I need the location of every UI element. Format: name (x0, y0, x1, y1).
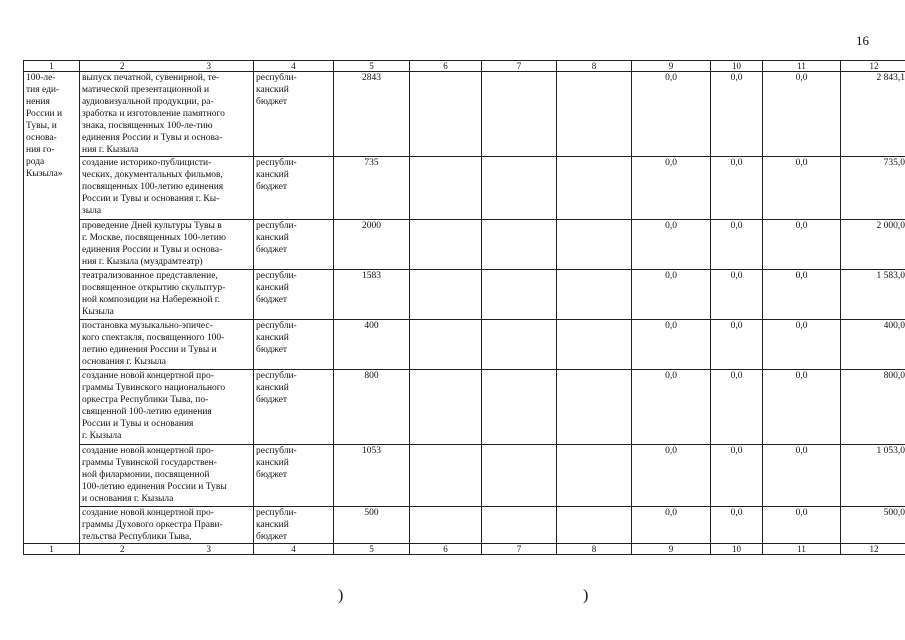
header-bottom-col-9: 9 (632, 544, 711, 555)
empty-cell-col8 (557, 220, 632, 270)
header-bottom-col-1: 1 (24, 544, 80, 555)
value-cell-col10: 0,0 (711, 157, 763, 220)
total-amount-cell: 1583 (334, 270, 410, 320)
funding-source-cell: республи- канский бюджет (254, 370, 334, 445)
value-cell-col10: 0,0 (711, 320, 763, 370)
footer-mark-right: ) (583, 587, 589, 604)
value-cell-col10: 0,0 (711, 72, 763, 157)
value-cell-col11: 0,0 (763, 72, 841, 157)
header-bottom-col-10: 10 (711, 544, 763, 555)
value-cell-col12: 400,0 (841, 320, 905, 370)
header-top-col-3: 3 (165, 61, 254, 72)
total-amount-cell: 800 (334, 370, 410, 445)
value-cell-col9: 0,0 (632, 320, 711, 370)
empty-cell-col7 (482, 507, 557, 544)
total-amount-cell: 735 (334, 157, 410, 220)
total-amount-cell: 400 (334, 320, 410, 370)
empty-cell-col8 (557, 507, 632, 544)
description-cell: создание новой концертной про- граммы Тувинской государствен- ной филармонии, посвященной 100-летию единения России и Тувы и основания г. Кызыла (80, 445, 254, 507)
table-row (24, 270, 905, 320)
funding-source-cell: республи- канский бюджет (254, 507, 334, 544)
empty-cell-col8 (557, 370, 632, 445)
empty-cell-col6 (410, 157, 482, 220)
value-cell-col10: 0,0 (711, 220, 763, 270)
empty-cell-col8 (557, 320, 632, 370)
value-cell-col12: 2 000,0 (841, 220, 905, 270)
header-top-col-11: 11 (763, 61, 841, 72)
empty-cell-col7 (482, 320, 557, 370)
value-cell-col12: 1 583,0 (841, 270, 905, 320)
header-bottom-col-2: 2 (80, 544, 165, 555)
value-cell-col11: 0,0 (763, 370, 841, 445)
event-name-cell: 100-ле- тия еди- нения России и Тувы, и основа- ния го- рода Кызыла» (24, 72, 80, 544)
column-number-header-top (24, 61, 905, 72)
empty-cell-col8 (557, 157, 632, 220)
value-cell-col10: 0,0 (711, 270, 763, 320)
value-cell-col12: 2 843,1 (841, 72, 905, 157)
value-cell-col9: 0,0 (632, 270, 711, 320)
header-top-col-9: 9 (632, 61, 711, 72)
header-top-col-1: 1 (24, 61, 80, 72)
funding-source-cell: республи- канский бюджет (254, 270, 334, 320)
empty-cell-col6 (410, 320, 482, 370)
header-bottom-col-12: 12 (841, 544, 905, 555)
total-amount-cell: 2000 (334, 220, 410, 270)
total-amount-cell: 2843 (334, 72, 410, 157)
empty-cell-col6 (410, 507, 482, 544)
table-row (24, 507, 905, 544)
header-top-col-2: 2 (80, 61, 165, 72)
empty-cell-col6 (410, 445, 482, 507)
empty-cell-col7 (482, 72, 557, 157)
funding-source-cell: республи- канский бюджет (254, 72, 334, 157)
description-cell: проведение Дней культуры Тувы в г. Москве, посвященных 100-летию единения России и Тувы и основа- ния г. Кызыла (муздрамтеатр) (80, 220, 254, 270)
header-bottom-col-7: 7 (482, 544, 557, 555)
value-cell-col12: 735,0 (841, 157, 905, 220)
value-cell-col10: 0,0 (711, 445, 763, 507)
header-bottom-col-6: 6 (410, 544, 482, 555)
value-cell-col11: 0,0 (763, 445, 841, 507)
value-cell-col9: 0,0 (632, 445, 711, 507)
total-amount-cell: 1053 (334, 445, 410, 507)
empty-cell-col8 (557, 72, 632, 157)
footer-mark-left: ) (338, 587, 344, 604)
description-cell: выпуск печатной, сувенирной, те- матической презентационной и аудиовизуальной продукции, ра- зработка и изготовление памятного знака, посвященных 100-ле-тию единения России и Тувы и основа- ния г. Кызыла (80, 72, 254, 157)
empty-cell-col6 (410, 220, 482, 270)
value-cell-col10: 0,0 (711, 370, 763, 445)
empty-cell-col8 (557, 270, 632, 320)
description-cell: театрализованное представление, посвященное открытию скульптур- ной композиции на Набережной г. Кызыла (80, 270, 254, 320)
value-cell-col9: 0,0 (632, 507, 711, 544)
description-cell: постановка музыкально-эпичес- кого спектакля, посвященного 100- летию единения России и Тувы и основания г. Кызыла (80, 320, 254, 370)
funding-source-cell: республи- канский бюджет (254, 320, 334, 370)
header-top-col-6: 6 (410, 61, 482, 72)
funding-source-cell: республи- канский бюджет (254, 445, 334, 507)
description-cell: создание новой концертной про- граммы Тувинского национального оркестра Республики Тыва, по- священной 100-летию единения России и Тувы и основания г. Кызыла (80, 370, 254, 445)
empty-cell-col6 (410, 270, 482, 320)
empty-cell-col6 (410, 72, 482, 157)
header-top-col-12: 12 (841, 61, 905, 72)
funding-source-cell: республи- канский бюджет (254, 220, 334, 270)
value-cell-col9: 0,0 (632, 72, 711, 157)
empty-cell-col7 (482, 445, 557, 507)
value-cell-col12: 1 053,0 (841, 445, 905, 507)
header-bottom-col-5: 5 (334, 544, 410, 555)
page-number: 16 (856, 33, 869, 48)
table-row (24, 445, 905, 507)
empty-cell-col6 (410, 370, 482, 445)
empty-cell-col7 (482, 220, 557, 270)
table-row (24, 220, 905, 270)
value-cell-col10: 0,0 (711, 507, 763, 544)
header-bottom-col-4: 4 (254, 544, 334, 555)
value-cell-col11: 0,0 (763, 507, 841, 544)
header-top-col-10: 10 (711, 61, 763, 72)
table-row (24, 370, 905, 445)
value-cell-col9: 0,0 (632, 370, 711, 445)
budget-table (23, 60, 905, 555)
value-cell-col9: 0,0 (632, 220, 711, 270)
column-number-header-bottom (24, 544, 905, 555)
header-top-col-5: 5 (334, 61, 410, 72)
header-bottom-col-8: 8 (557, 544, 632, 555)
description-cell: создание историко-публицисти- ческих, документальных фильмов, посвященных 100-летию единения России и Тувы и основания г. Кы- зыла (80, 157, 254, 220)
value-cell-col11: 0,0 (763, 157, 841, 220)
header-bottom-col-11: 11 (763, 544, 841, 555)
empty-cell-col7 (482, 270, 557, 320)
total-amount-cell: 500 (334, 507, 410, 544)
empty-cell-col7 (482, 157, 557, 220)
value-cell-col11: 0,0 (763, 270, 841, 320)
value-cell-col9: 0,0 (632, 157, 711, 220)
value-cell-col11: 0,0 (763, 220, 841, 270)
funding-source-cell: республи- канский бюджет (254, 157, 334, 220)
header-top-col-7: 7 (482, 61, 557, 72)
description-cell: создание новой концертной про- граммы Духового оркестра Прави- тельства Республики Тыва, (80, 507, 254, 544)
value-cell-col12: 800,0 (841, 370, 905, 445)
table-row (24, 320, 905, 370)
header-bottom-col-3: 3 (165, 544, 254, 555)
value-cell-col11: 0,0 (763, 320, 841, 370)
table-row (24, 157, 905, 220)
empty-cell-col7 (482, 370, 557, 445)
value-cell-col12: 500,0 (841, 507, 905, 544)
header-top-col-4: 4 (254, 61, 334, 72)
header-top-col-8: 8 (557, 61, 632, 72)
table-row (24, 72, 905, 157)
empty-cell-col8 (557, 445, 632, 507)
